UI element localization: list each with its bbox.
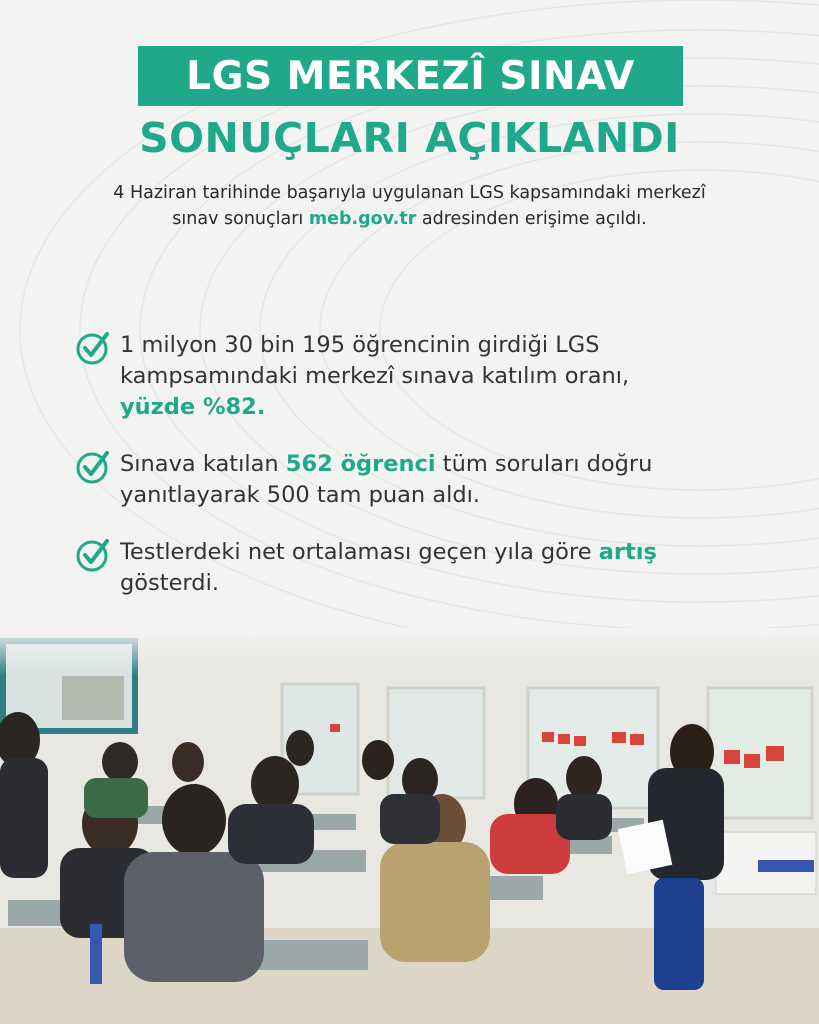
point-1-highlight: yüzde %82. bbox=[120, 394, 266, 420]
point-2-after: tüm soruları doğru yanıtlayarak 500 tam puan aldı. bbox=[120, 451, 653, 508]
check-circle-icon bbox=[76, 537, 112, 573]
intro-paragraph bbox=[40, 180, 779, 232]
point-3-before: Testlerdeki net ortalaması geçen yıla göre bbox=[120, 539, 592, 565]
headline-subtitle: SONUÇLARI AÇIKLANDI bbox=[139, 114, 680, 162]
point-1-text: 1 milyon 30 bin 195 öğrencinin girdiği LGS kampsamındaki merkezî sınava katılım oranı, bbox=[120, 332, 630, 389]
list-item bbox=[76, 537, 756, 599]
check-circle-icon bbox=[76, 330, 112, 366]
intro-text-1: 4 Haziran tarihinde başarıyla uygulanan LGS kapsamındaki merkezî bbox=[113, 183, 706, 203]
point-3-highlight: artış bbox=[598, 539, 657, 565]
point-2-before: Sınava katılan bbox=[120, 451, 279, 477]
meb-link[interactable]: meb.gov.tr bbox=[308, 209, 417, 229]
list-item-text bbox=[120, 449, 756, 511]
classroom-exam-photo bbox=[0, 628, 819, 1024]
list-item bbox=[76, 330, 756, 423]
headline-banner bbox=[138, 46, 683, 106]
list-item bbox=[76, 449, 756, 511]
list-item-text bbox=[120, 330, 756, 423]
key-points-list bbox=[76, 330, 756, 625]
check-circle-icon bbox=[76, 449, 112, 485]
headline-title: LGS MERKEZÎ SINAV bbox=[186, 53, 635, 99]
intro-text-2: sınav sonuçları bbox=[172, 209, 304, 229]
list-item-text bbox=[120, 537, 756, 599]
point-2-highlight: 562 öğrenci bbox=[285, 451, 436, 477]
point-3-after: gösterdi. bbox=[120, 570, 219, 596]
intro-text-3: adresinden erişime açıldı. bbox=[421, 209, 647, 229]
